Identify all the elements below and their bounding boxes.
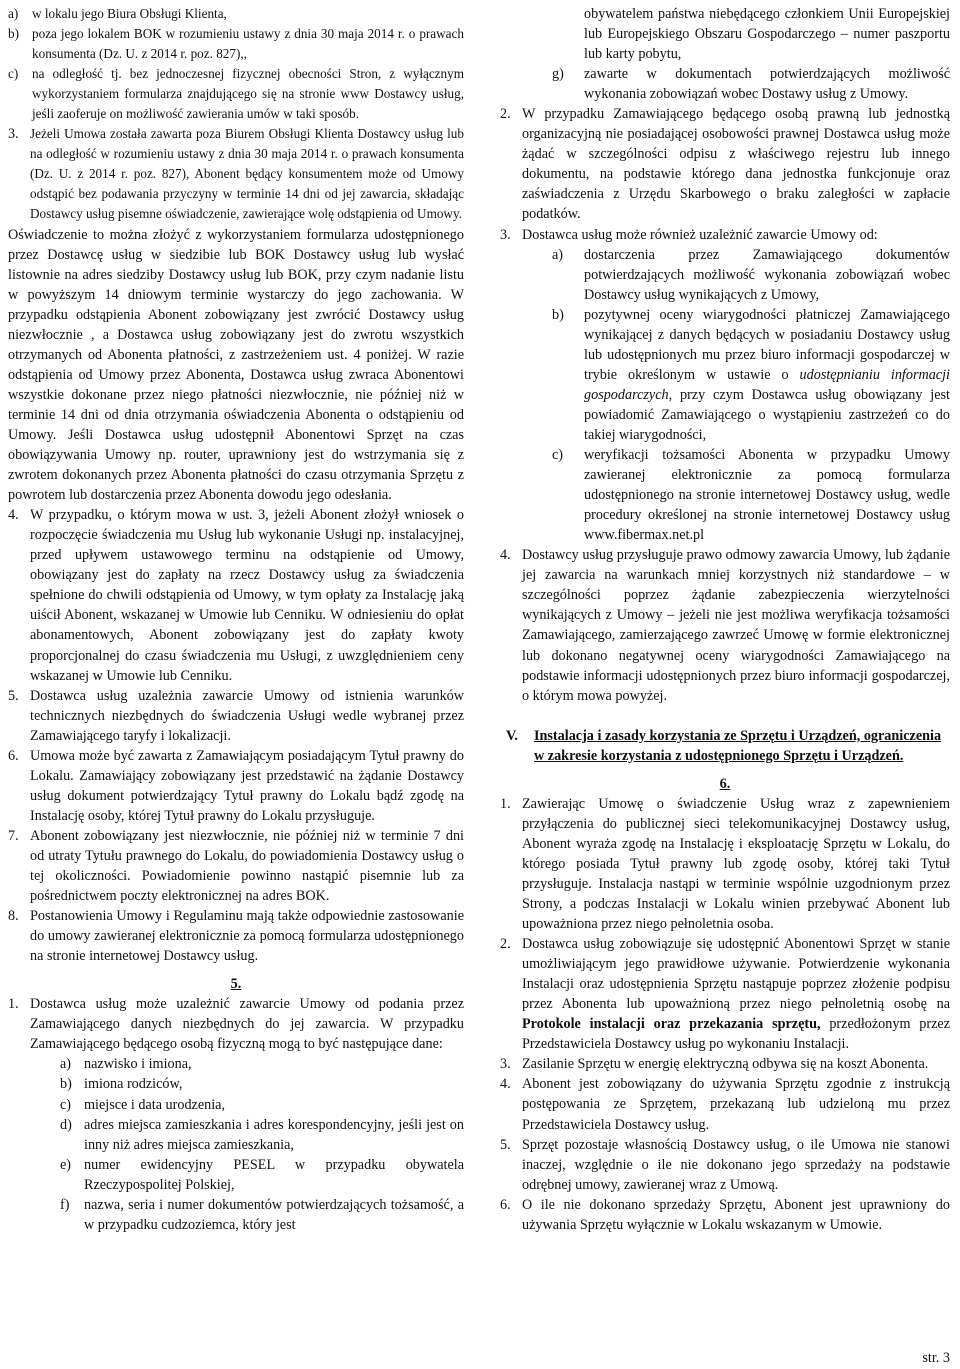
section-5-continued <box>500 4 950 706</box>
list-item: f) nazwa, seria i numer dokumentów potwierdzających tożsamość, a w przypadku cudzoziemca, który jest <box>60 1196 464 1233</box>
section-5-heading: 5. <box>230 976 242 993</box>
list-item: 6. O ile nie dokonano sprzedaży Sprzętu, Abonent jest uprawniony do używania Sprzętu wyłącznie w Lokalu wskazanym w Umowie. <box>500 1196 950 1233</box>
list-item-continued: obywatelem państwa niebędącego członkiem Unii Europejskiej lub Europejskiego Obszaru Gospodarczego – numer paszportu lub karty pobytu, <box>584 6 950 63</box>
list-item: 7. Abonent zobowiązany jest niezwłocznie, nie później niż w terminie 7 dni od utraty Tytułu prawnego do Lokalu, do powiadomienia Dostawcy usług o tej okoliczności. Powiadomienie powinno nastąpić pisemnie lub za pośrednictwem poczty elektronicznej na adres BOK. <box>8 827 464 905</box>
page-number: str. 3 <box>922 1350 950 1366</box>
section-v-heading: V. Instalacja i zasady korzystania ze Sprzętu i Urządzeń, ograniczenia w zakresie korzystania z udostępnionego Sprzętu i Urządzeń. <box>506 727 942 764</box>
list-item: 2. W przypadku Zamawiającego będącego osobą prawną lub jednostką organizacyjną nie posiadającej osobowości prawnej Dostawca usług może żądać w szczególności odpisu z właściwego rejestru lub innego dokumentu, na podstawie którego dana jednostka funkcjonuje oraz zaświadczenia z Urzędu Skarbowego o braku zaległości w zapłacie podatków. <box>500 106 950 223</box>
paragraph-3: 3. Jeżeli Umowa została zawarta poza Biurem Obsługi Klienta Dostawcy usług lub na odległość w rozumieniu ustawy z dnia 30 maja 2014 r. o prawach konsumenta (Dz. U. z 2014 r. poz. 827), Abonent będący konsumentem może od Umowy odstąpić bez podawania przyczyny w terminie 14 dni od jej zawarcia, składając Dostawcy usług pisemne oświadczenie, zawierające wolę odstąpienia od Umowy. <box>8 126 464 222</box>
list-item: 1. Zawierając Umowę o świadczenie Usług wraz z zapewnieniem przyłączenia do publicznej sieci telekomunikacyjnej Dostawcy usług, Abonent wyraża zgodę na Instalację i eksploatację Sprzętu w Lokalu, do którego posiada Tytuł prawny lub zgodę osoby, której taki Tytuł przysługuje. Instalacja nastąpi w terminie wspólnie uzgodnionym przez Strony, a podczas Instalacji w Lokalu winien przebywać Abonent lub upoważniona przez niego pełnoletnia osoba. <box>500 795 950 933</box>
section-6-heading: 6. <box>719 775 731 792</box>
list-item: d) adres miejsca zamieszkania i adres korespondencyjny, jeśli jest on inny niż adres miejsca zamieszkania, <box>60 1116 464 1153</box>
section-5 <box>8 994 464 1235</box>
list-item: 5. Dostawca usług uzależnia zawarcie Umowy od istnienia warunków technicznych niezbędnych do świadczenia Usługi wedle wybranej przez Zamawiającego taryfy i lokalizacji. <box>8 687 464 744</box>
list-item: b) pozytywnej oceny wiarygodności płatniczej Zamawiającego wynikającej z danych będących w posiadaniu Dostawcy usług lub udostępnionych mu przez biuro informacji gospodarczej w trybie określonym w ustawie o udostępnianiu informacji gospodarczych, przy czym Dostawca usług obowiązany jest powiadomić Zamawiającego o wystąpieniu zastrzeżeń co do takiej wiarygodności, <box>552 306 950 443</box>
list-item: 1. Dostawca usług może uzależnić zawarcie Umowy od podania przez Zamawiającego danych niezbędnych do jej zawarcia. W przypadku Zamawiającego będącego osobą fizyczną mogą to być następujące dane: <box>8 996 464 1053</box>
list-item: 4. W przypadku, o którym mowa w ust. 3, jeżeli Abonent złożył wniosek o rozpoczęcie świadczenia mu Usług lub wykonanie Usługi np. instalacyjnej, przed upływem ustawowego terminu na odstąpienie od Umowy, obowiązany jest do zapłaty na rzecz Dostawcy usług za świadczenia spełnione do chwili odstąpienia od Umowy, w tym opłaty za Instalację jaką uiścił Abonent, wskazanej w Umowie lub Cenniku. W odniesieniu do opłat abonamentowych, Abonent zobowiązany jest do zapłaty kwoty proporcjonalnej do czasu świadczenia mu Usługi, z uwzględnieniem ceny wskazanej w Umowie lub Cenniku. <box>8 507 464 684</box>
list-item: a) dostarczenia przez Zamawiającego dokumentów potwierdzających możliwość wykonania zobowiązań wobec Dostawcy usług wynikających z Umowy, <box>552 246 950 303</box>
numbered-list <box>8 505 464 966</box>
list-item: b) imiona rodziców, <box>60 1076 183 1093</box>
list-item: c) na odległość tj. bez jednoczesnej fizycznej obecności Stron, z wyłącznym wykorzystaniem formularza znajdującego się na stronie www Dostawcy usług, jeśli zaoferuje on możliwość zawierania umów w taki sposób. <box>8 66 464 122</box>
right-column <box>500 4 950 1235</box>
contract-location-list <box>8 4 464 124</box>
list-item: a) nazwisko i imiona, <box>60 1056 192 1073</box>
list-item: a) w lokalu jego Biura Obsługi Klienta, <box>8 6 227 21</box>
list-item: b) poza jego lokalem BOK w rozumieniu ustawy z dnia 30 maja 2014 r. o prawach konsumenta (Dz. U. z 2014 r. poz. 827),, <box>8 26 464 62</box>
list-item: g) zawarte w dokumentach potwierdzających możliwość wykonania zobowiązań wobec Dostawy usług z Umowy. <box>552 66 950 103</box>
section-6 <box>500 794 950 1235</box>
list-item: 8. Postanowienia Umowy i Regulaminu mają także odpowiednie zastosowanie do umowy zawieranej elektronicznie za pomocą formularza udostępnionego na stronie internetowej Dostawcy usług. <box>8 908 464 965</box>
list-item: c) weryfikacji tożsamości Abonenta w przypadku Umowy zawieranej elektronicznie za pomocą formularza udostępnionego na stronie internetowej Dostawcy usług, wedle procedury określonej na stronie internetowej Dostawcy usług www.fibermax.net.pl <box>552 447 950 544</box>
list-item: 3. Dostawca usług może również uzależnić zawarcie Umowy od: <box>500 226 878 243</box>
list-item: 4. Dostawcy usług przysługuje prawo odmowy zawarcia Umowy, lub żądanie jej zawarcia na warunkach mniej korzystnych niż standardowe – w szczególności poprzez żądanie zabezpieczenia wierzytelności wynikających z Umowy – jeżeli nie jest możliwa weryfikacja tożsamości Zamawiającego, zamierzającego zawrzeć Umowę w formie elektronicznej lub dokonano negatywnej oceny wiarygodności Zamawiającego na podstawie informacji udostępnionych przez biuro informacji gospodarczej, o którym mowa powyżej. <box>500 547 950 704</box>
paragraph-3-continued: Oświadczenie to można złożyć z wykorzystaniem formularza udostępnionego przez Dostawcę usług w siedzibie lub BOK Dostawcy usług lub wysłać listownie na adres siedziby Dostawcy usług lub BOK, przy czym nadanie listu w powyższym 14 dniowym terminie wystarczy do jego zachowania. W przypadku odstąpienia Abonent zobowiązany jest zwrócić Dostawcy usług niezwłocznie , a Dostawca usług zobowiązany jest do zwrotu wszystkich otrzymanych od Abonenta płatności, z zastrzeżeniem ust. 4 poniżej. W razie odstąpienia od Umowy przez Abonenta, Dostawca usług zwraca Abonentowi wszystkie dokonane przez niego płatności niezwłocznie, nie później niż w terminie 14 dni od dnia otrzymania oświadczenia Abonenta o odstąpieniu od Umowy. Jeśli Dostawca usług udostępnił Abonentowi Sprzęt na czas obowiązywania Umowy np. router, uprawniony jest do wstrzymania się z zwrotem dokonanych przez Abonenta płatności do czasu otrzymania Sprzętu z powrotem lub dostarczenia przez Abonenta dowodu jego odesłania. <box>8 226 464 504</box>
list-item: 2. Dostawca usług zobowiązuje się udostępnić Abonentowi Sprzęt w stanie umożliwiającym jego prawidłowe używanie. Potwierdzenie wykonania Instalacji oraz udostępnienia Sprzętu nastąpuje poprzez złożenie podpisu przez Abonenta lub upoważnioną przez niego pełnoletnią osobę na Protokole instalacji oraz przekazania sprzętu, przedłożonym przez Przedstawiciela Dostawcy usług po wykonaniu Instalacji. <box>500 936 950 1053</box>
list-item: 3. Zasilanie Sprzętu w energię elektryczną odbywa się na koszt Abonenta. <box>500 1056 929 1073</box>
list-item: e) numer ewidencyjny PESEL w przypadku obywatela Rzeczypospolitej Polskiej, <box>60 1156 464 1193</box>
left-column <box>8 4 464 1235</box>
list-item: 4. Abonent jest zobowiązany do używania Sprzętu zgodnie z instrukcją postępowania ze Sprzętem, przekazaną lub udzieloną mu przez Przedstawiciela Dostawcy usług. <box>500 1076 950 1133</box>
list-item: 6. Umowa może być zawarta z Zamawiającym posiadającym Tytuł prawny do Lokalu. Zamawiający zobowiązany jest przedstawić na żądanie Dostawcy usług dokument potwierdzający Tytuł prawny do Lokalu bądź zgodę na Instalację osoby, której Tytuł prawny do Lokalu przysługuje. <box>8 747 464 824</box>
list-item: 5. Sprzęt pozostaje własnością Dostawcy usług, o ile Umowa nie stanowi inaczej, względnie o ile nie dokonano jego sprzedaży na podstawie odrębnej umowy, zawieranej wraz z Umową. <box>500 1136 950 1193</box>
list-item: c) miejsce i data urodzenia, <box>60 1096 226 1113</box>
